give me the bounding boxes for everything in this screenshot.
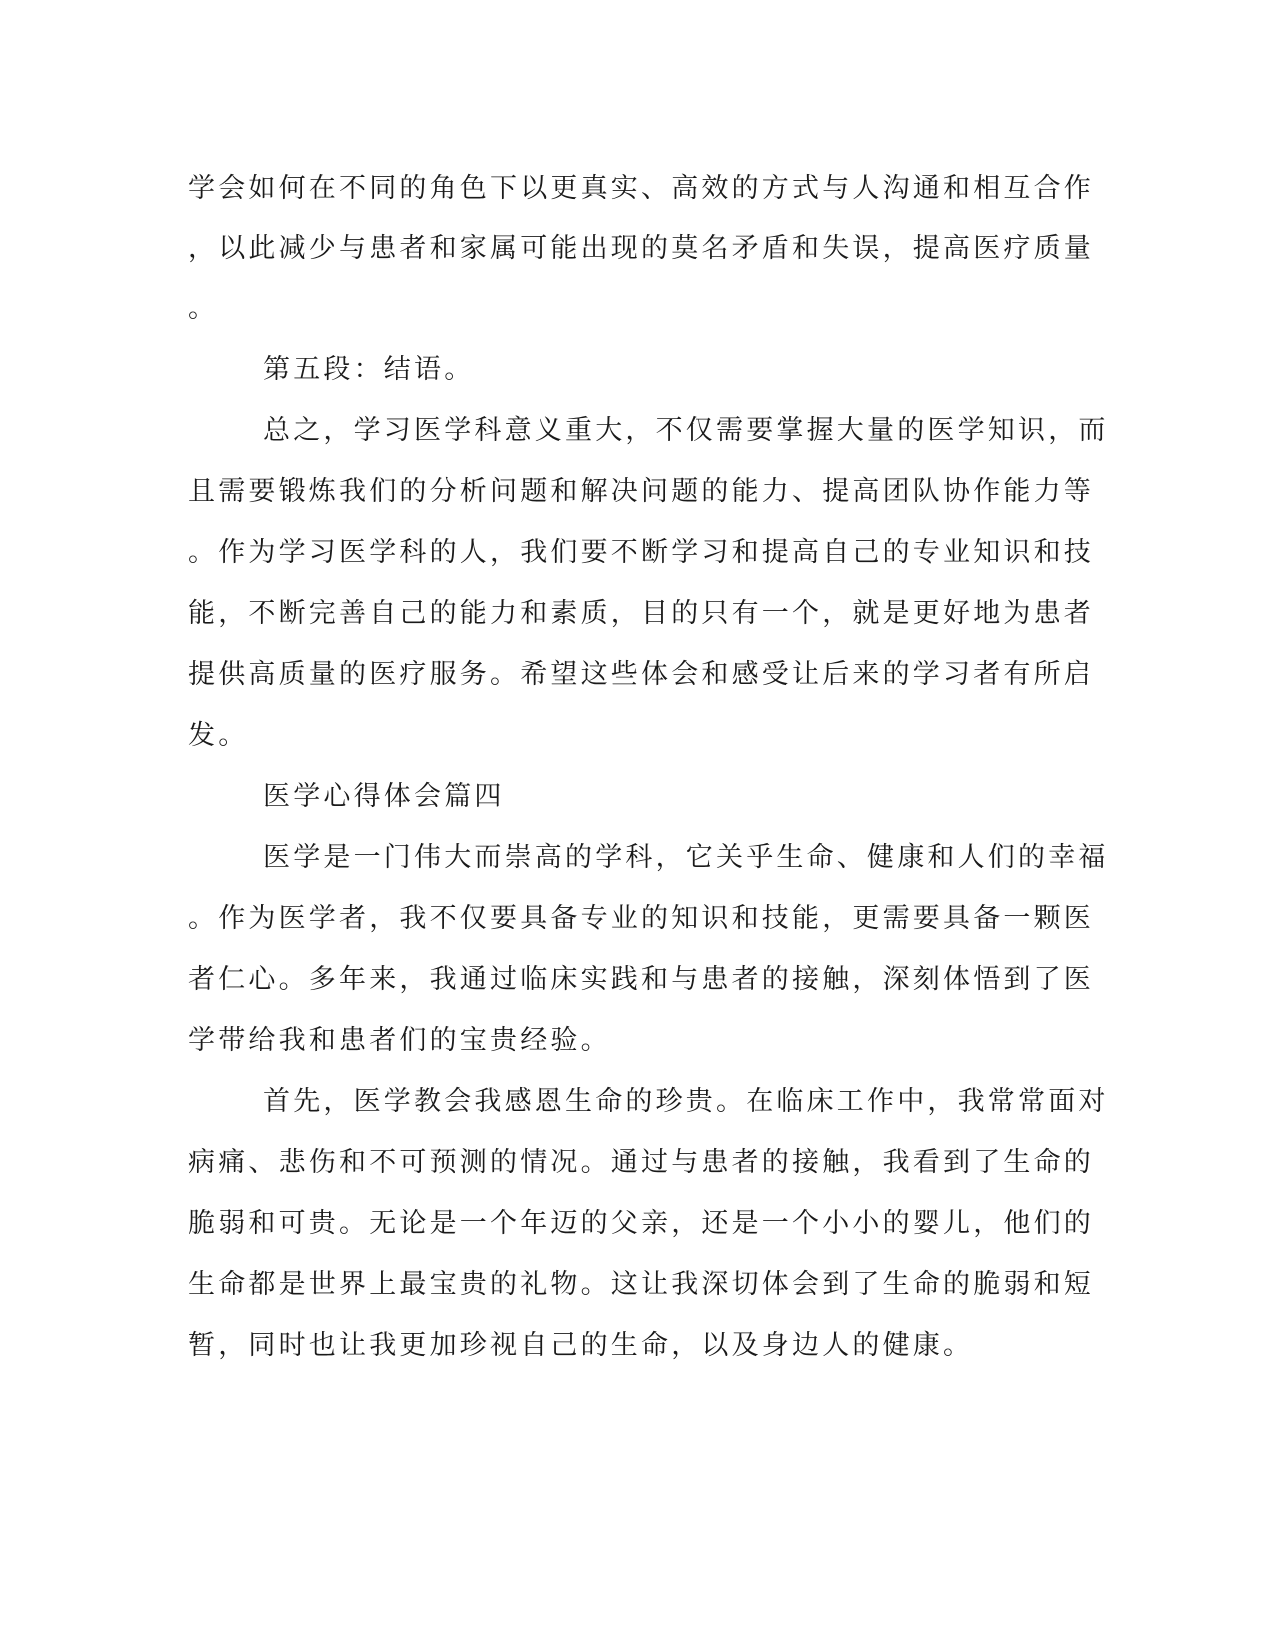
paragraph-line: 学会如何在不同的角色下以更真实、高效的方式与人沟通和相互合作 — [188, 173, 1094, 204]
paragraph-line: 医学是一门伟大而崇高的学科，它关乎生命、健康和人们的幸福 — [263, 842, 1109, 873]
article-heading: 医学心得体会篇四 — [263, 781, 505, 812]
paragraph-line: 且需要锻炼我们的分析问题和解决问题的能力、提高团队协作能力等 — [188, 476, 1094, 507]
paragraph-line: 发。 — [188, 720, 249, 751]
paragraph-line: 提供高质量的医疗服务。希望这些体会和感受让后来的学习者有所启 — [188, 659, 1094, 690]
paragraph-line: 暂，同时也让我更加珍视自己的生命，以及身边人的健康。 — [188, 1330, 974, 1361]
paragraph-line: 首先，医学教会我感恩生命的珍贵。在临床工作中，我常常面对 — [263, 1086, 1109, 1117]
paragraph-line: 。作为学习医学科的人，我们要不断学习和提高自己的专业知识和技 — [188, 537, 1094, 568]
paragraph-line: 。 — [188, 293, 219, 324]
paragraph-line: 病痛、悲伤和不可预测的情况。通过与患者的接触，我看到了生命的 — [188, 1147, 1094, 1178]
paragraph-line: 总之，学习医学科意义重大，不仅需要掌握大量的医学知识，而 — [263, 415, 1109, 446]
paragraph-line: 脆弱和可贵。无论是一个年迈的父亲，还是一个小小的婴儿，他们的 — [188, 1208, 1094, 1239]
section-heading: 第五段：结语。 — [263, 354, 475, 385]
paragraph-line: 能，不断完善自己的能力和素质，目的只有一个，就是更好地为患者 — [188, 598, 1094, 629]
paragraph-line: 者仁心。多年来，我通过临床实践和与患者的接触，深刻体悟到了医 — [188, 964, 1094, 995]
paragraph-line: ，以此减少与患者和家属可能出现的莫名矛盾和失误，提高医疗质量 — [188, 233, 1094, 264]
paragraph-line: 生命都是世界上最宝贵的礼物。这让我深切体会到了生命的脆弱和短 — [188, 1269, 1094, 1300]
paragraph-line: 。作为医学者，我不仅要具备专业的知识和技能，更需要具备一颗医 — [188, 903, 1094, 934]
paragraph-line: 学带给我和患者们的宝贵经验。 — [188, 1025, 611, 1056]
